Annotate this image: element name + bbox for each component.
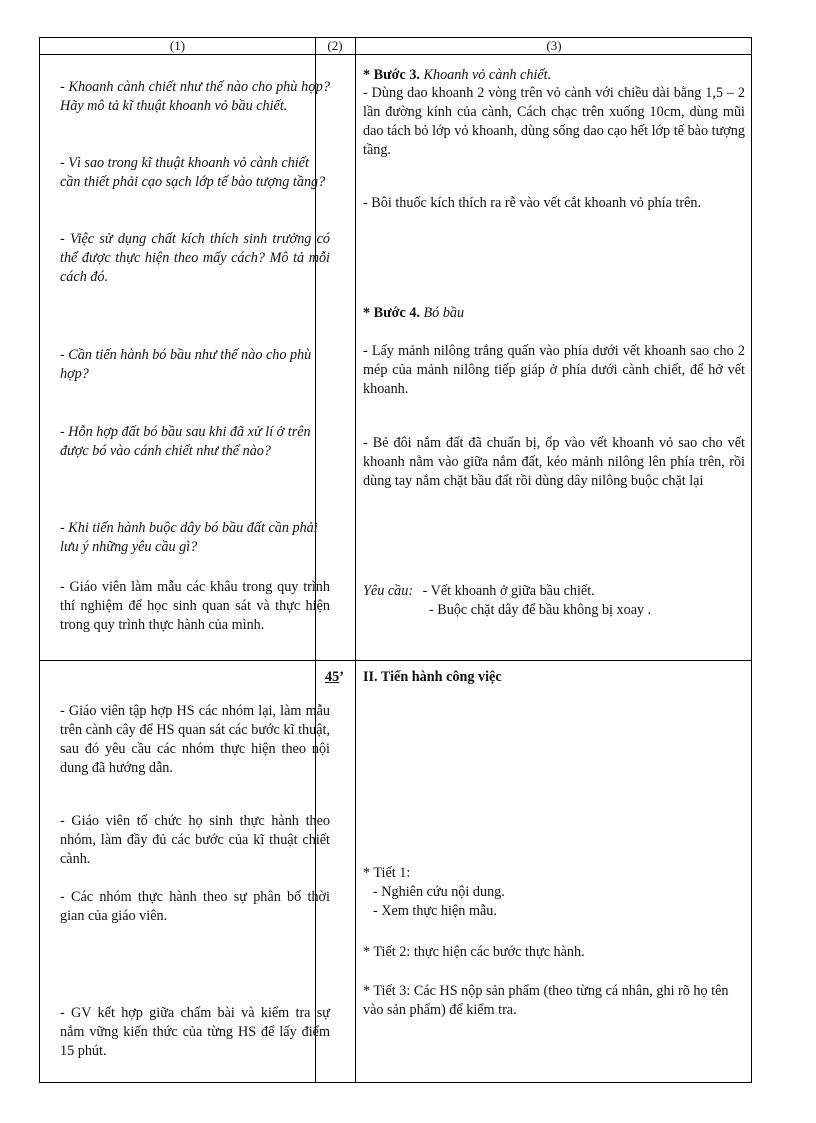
question-buoc-day: - Khi tiến hành buộc dây bó bầu đất cần phải lưu ý những yêu cầu gì? — [60, 520, 318, 555]
step4-label: * Bước 4. — [363, 305, 420, 321]
period-1-a: - Nghiên cứu nội dung. — [373, 884, 505, 900]
step3-text: - Dùng dao khoanh 2 vòng trên vỏ cành với chiều dài bằng 1,5 – 2 lần đường kính của cành, Cách chạc trên xuống 10cm, dùng mũi dao tách bỏ lớp vỏ khoanh, dùng sống dao cạo hết lớp tế bào tượng tầng. — [363, 85, 745, 158]
question-chat-kich-thich: - Việc sử dụng chất kích thích sinh trưởng có thể được thực hiện theo mấy cách? Mô tả mỗi cách đó. — [60, 231, 330, 285]
lesson-table — [39, 37, 752, 1083]
section-divider — [40, 660, 751, 661]
step4-title: Bó bầu — [423, 305, 465, 321]
time-allocation — [325, 668, 344, 687]
header-divider — [40, 54, 751, 55]
header-col3: (3) — [546, 38, 562, 53]
step3-label: * Bước 3. — [363, 67, 420, 83]
period-2: * Tiết 2: thực hiện các bước thực hành. — [363, 944, 585, 960]
question-cao-tuong-tang: - Vì sao trong kĩ thuật khoanh vỏ cành chiết cần thiết phải cạo sạch lớp tế bào tượng tầng? — [60, 155, 326, 190]
period-1-b: - Xem thực hiện mẫu. — [373, 903, 497, 919]
header-col2: (2) — [327, 38, 343, 53]
period-3: * Tiết 3: Các HS nộp sản phẩm (theo từng cá nhân, ghi rõ họ tên vào sản phẩm) để kiểm tra. — [363, 983, 729, 1018]
step3-heading — [363, 66, 745, 85]
groups-practice-note: - Các nhóm thực hành theo sự phân bố thời gian của giáo viên. — [60, 889, 330, 924]
teacher-organize-note: - Giáo viên tổ chức họ sinh thực hành theo nhóm, làm đầy đủ các bước của kĩ thuật chiết cành. — [60, 813, 330, 867]
step3-title: Khoanh vỏ cành chiết. — [423, 67, 552, 83]
question-bo-bau: - Cần tiến hành bó bầu như thế nào cho phù hợp? — [60, 347, 312, 382]
step4-heading — [363, 304, 745, 323]
time-value: 45 — [325, 669, 340, 685]
header-col1: (1) — [169, 38, 186, 53]
requirements-label: Yêu cầu: — [363, 583, 414, 599]
requirement-2: - Buộc chặt dây để bầu không bị xoay . — [429, 602, 652, 618]
time-suffix: ’ — [339, 669, 344, 685]
step4-text-1: - Lấy mảnh nilông trắng quấn vào phía dưới vết khoanh sao cho 2 mép của mảnh nilông tiếp giáp ở phía dưới cành chiết, để hở vết khoanh. — [363, 343, 745, 397]
step4-text-2: - Bẻ đôi nắm đất đã chuẩn bị, ốp vào vết khoanh vỏ sao cho vết khoanh nằm vào giữa nắm đất, kéo mảnh nilông lên phía trên, rồi dùng tay nắm chặt bầu đất rồi dùng dây nilông buộc chặt lại — [363, 435, 745, 489]
column-divider-2 — [355, 38, 356, 1082]
requirement-1: - Vết khoanh ở giữa bầu chiết. — [422, 583, 595, 599]
requirements — [363, 582, 745, 601]
period-1: * Tiết 1: — [363, 865, 411, 881]
section2-title: II. Tiến hành công việc — [363, 669, 502, 685]
grading-note: - GV kết hợp giữa chấm bài và kiểm tra sự nắm vững kiến thức của từng HS để lấy điểm 15 phút. — [60, 1005, 330, 1059]
question-hon-hop-dat: - Hỗn hợp đất bó bầu sau khi đã xử lí ở trên được bó vào cánh chiết như thế nào? — [60, 424, 311, 459]
question-khoanh: - Khoanh cành chiết như thế nào cho phù hợp? Hãy mô tả kĩ thuật khoanh vỏ bầu chiết. — [60, 79, 330, 114]
hormone-step: - Bôi thuốc kích thích ra rễ vào vết cắt khoanh vỏ phía trên. — [363, 195, 702, 211]
teacher-demo-note: - Giáo viên làm mẫu các khâu trong quy trình thí nghiệm để học sinh quan sát và thực hiện trong quy trình thực hành của mình. — [60, 579, 330, 633]
teacher-gather-note: - Giáo viên tập hợp HS các nhóm lại, làm mẫu trên cành cây để HS quan sát các bước kĩ thuật, sau đó yêu cầu các nhóm thực hiện theo nội dung đã hướng dẫn. — [60, 703, 330, 776]
